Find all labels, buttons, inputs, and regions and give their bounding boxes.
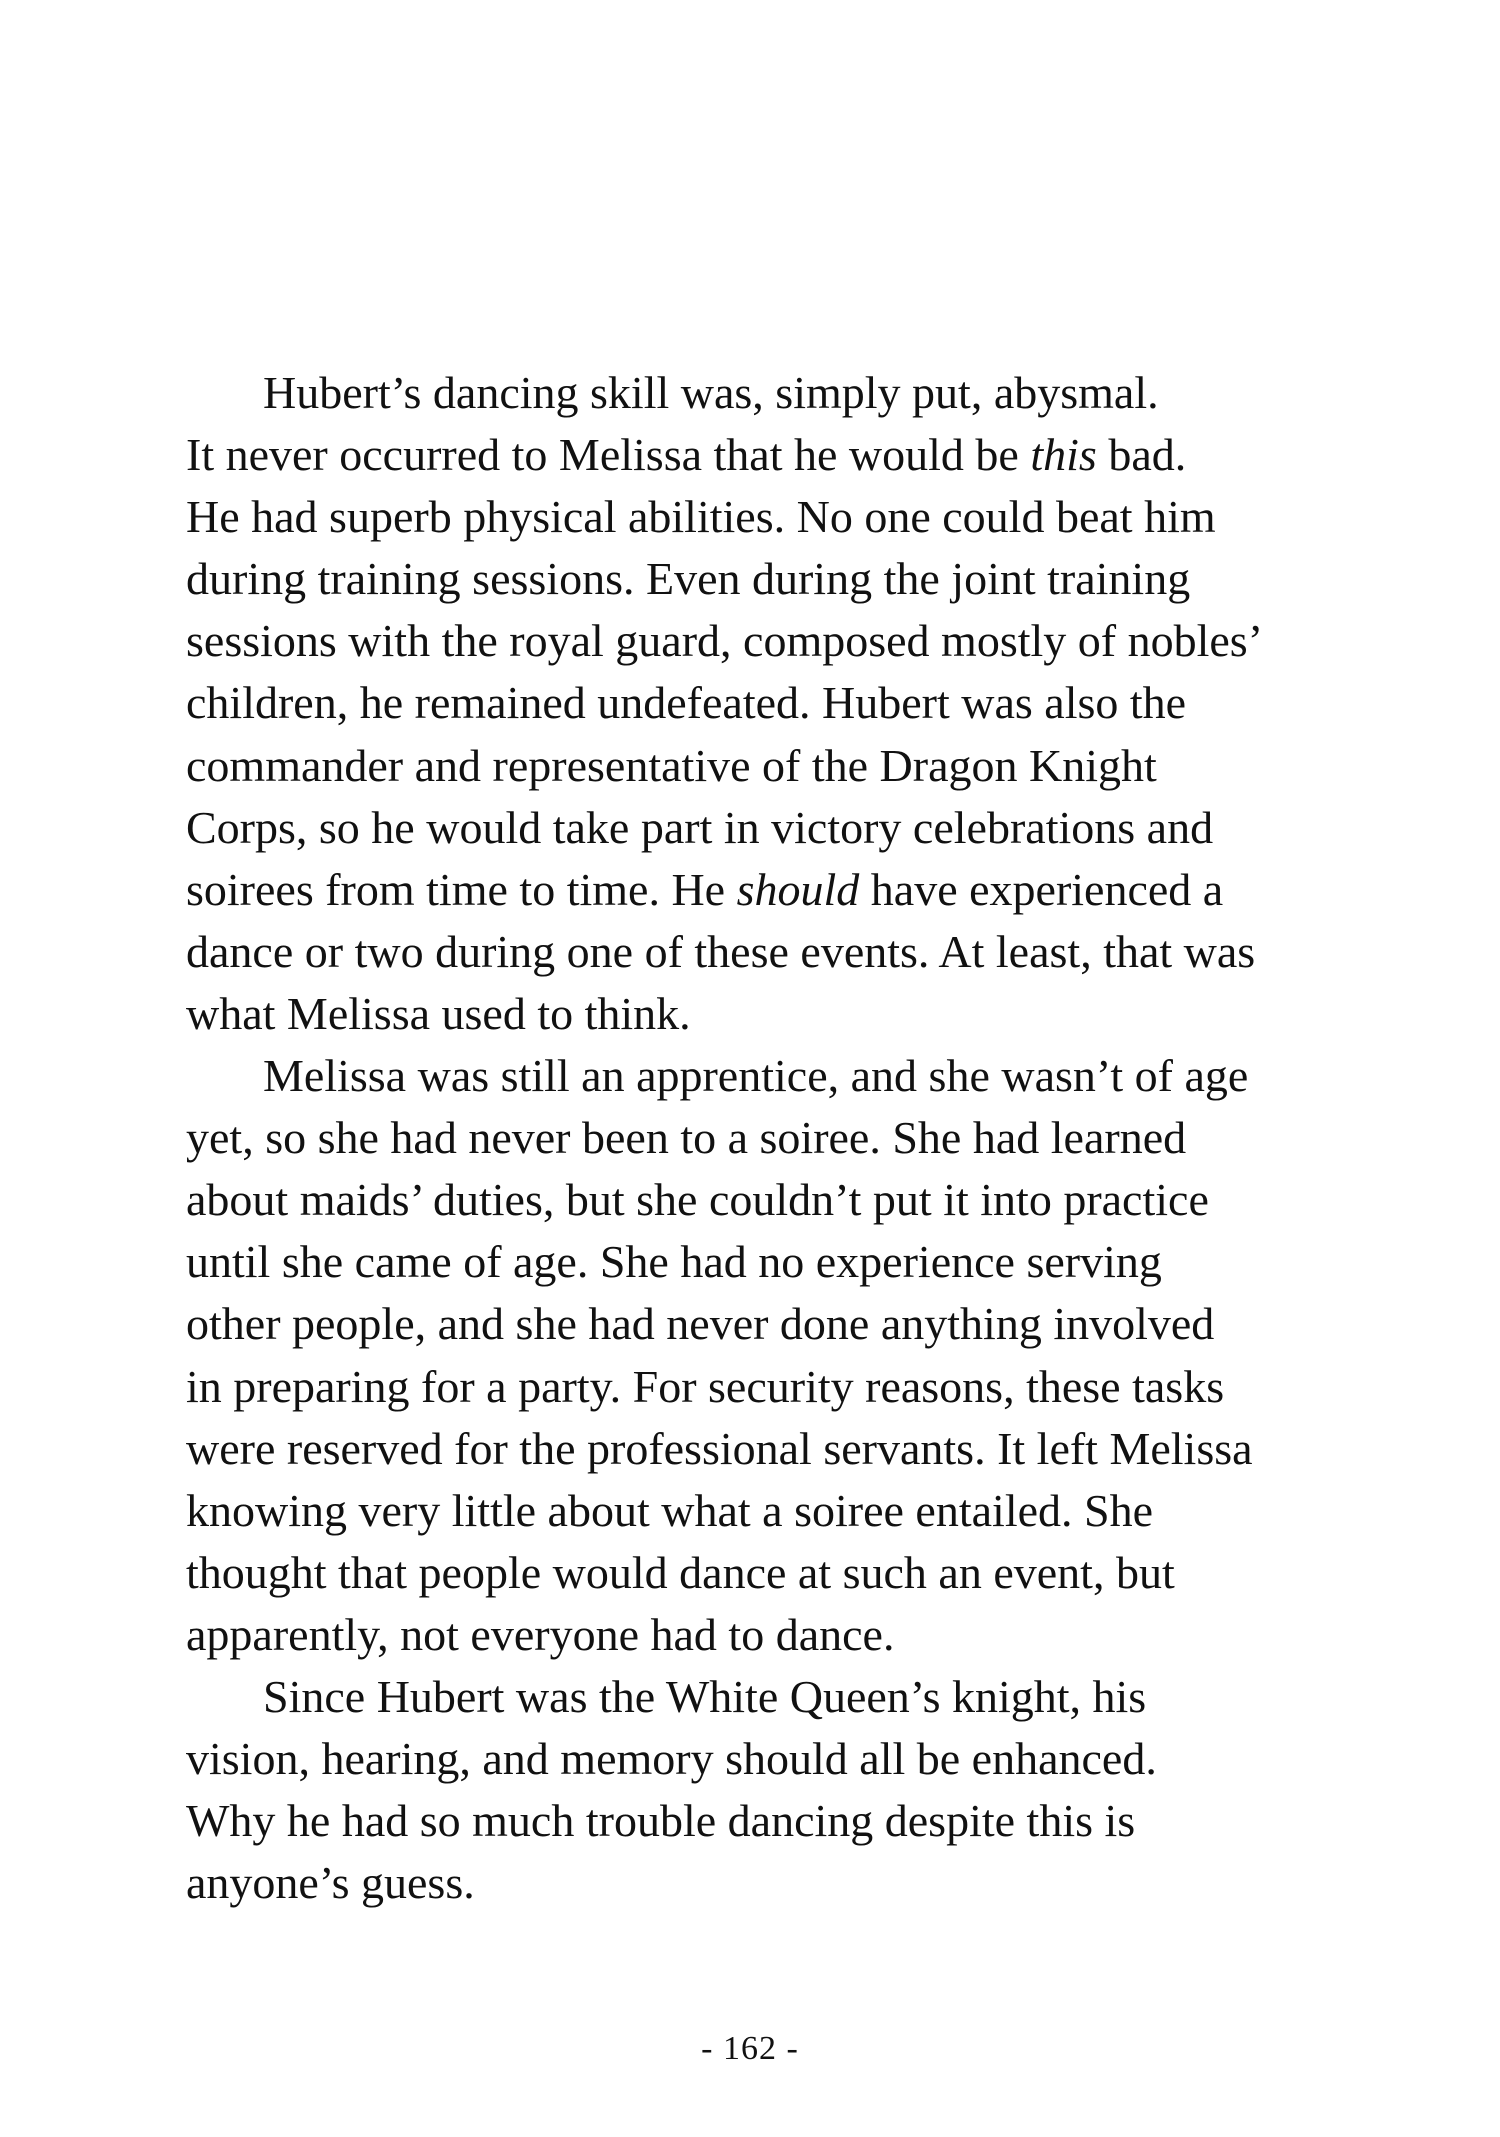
- emphasis-text: should: [736, 863, 860, 915]
- text-line: [186, 921, 1356, 983]
- text-line: [186, 1418, 1356, 1480]
- text-run: dance or two during one of these events. At least, that was: [186, 925, 1256, 977]
- text-line: [186, 362, 1356, 424]
- text-line: [186, 672, 1356, 734]
- text-line: [186, 1231, 1356, 1293]
- text-line: [186, 1045, 1356, 1107]
- text-line: [186, 1107, 1356, 1169]
- text-line: [186, 735, 1356, 797]
- text-run: Hubert’s dancing skill was, simply put, abysmal.: [263, 367, 1159, 418]
- text-line: [186, 797, 1356, 859]
- text-run: He had superb physical abilities. No one could beat him: [186, 491, 1216, 543]
- text-run: children, he remained undefeated. Hubert was also the: [186, 677, 1187, 729]
- text-line: [186, 1790, 1356, 1852]
- emphasis-text: this: [1030, 429, 1097, 481]
- text-run: commander and representative of the Dragon Knight: [186, 739, 1157, 791]
- text-run: anyone’s guess.: [186, 1857, 475, 1909]
- page-number: - 162 -: [701, 2030, 799, 2067]
- text-line: [186, 1293, 1356, 1355]
- text-run: bad.: [1096, 429, 1187, 481]
- paragraph: [186, 1045, 1356, 1666]
- text-run: thought that people would dance at such an event, but: [186, 1546, 1175, 1598]
- text-run: Corps, so he would take part in victory celebrations and: [186, 801, 1214, 853]
- text-run: have experienced a: [859, 863, 1224, 915]
- text-line: [186, 1169, 1356, 1231]
- text-run: soirees from time to time. He: [186, 863, 737, 915]
- text-line: [186, 1852, 1356, 1914]
- text-run: knowing very little about what a soiree entailed. She: [186, 1484, 1154, 1536]
- text-run: were reserved for the professional servants. It left Melissa: [186, 1422, 1253, 1474]
- paragraph: [186, 362, 1356, 1045]
- text-run: Why he had so much trouble dancing despite this is: [186, 1795, 1136, 1847]
- text-run: during training sessions. Even during the joint training: [186, 553, 1191, 605]
- text-line: [186, 859, 1356, 921]
- text-line: [186, 1666, 1356, 1728]
- paragraph: [186, 1666, 1356, 1914]
- text-run: what Melissa used to think.: [186, 987, 691, 1039]
- text-run: sessions with the royal guard, composed mostly of nobles’: [186, 615, 1264, 667]
- text-line: [186, 610, 1356, 672]
- text-run: in preparing for a party. For security reasons, these tasks: [186, 1360, 1225, 1412]
- text-line: [186, 1542, 1356, 1604]
- text-run: Melissa was still an apprentice, and she wasn’t of age: [263, 1050, 1249, 1102]
- text-line: [186, 548, 1356, 610]
- text-run: apparently, not everyone had to dance.: [186, 1608, 895, 1660]
- text-run: other people, and she had never done anything involved: [186, 1298, 1215, 1350]
- text-run: until she came of age. She had no experience serving: [186, 1236, 1162, 1288]
- text-run: It never occurred to Melissa that he would be: [186, 429, 1031, 481]
- text-line: [186, 1604, 1356, 1666]
- text-run: yet, so she had never been to a soiree. She had learned: [186, 1112, 1187, 1164]
- text-run: vision, hearing, and memory should all be enhanced.: [186, 1733, 1157, 1785]
- text-line: [186, 1728, 1356, 1790]
- text-run: Since Hubert was the White Queen’s knight, his: [263, 1670, 1147, 1722]
- text-line: [186, 486, 1356, 548]
- text-run: about maids’ duties, but she couldn’t put it into practice: [186, 1174, 1209, 1226]
- page-body: [186, 362, 1356, 1914]
- text-line: [186, 983, 1356, 1045]
- text-line: [186, 1356, 1356, 1418]
- text-line: [186, 1480, 1356, 1542]
- text-line: [186, 424, 1356, 486]
